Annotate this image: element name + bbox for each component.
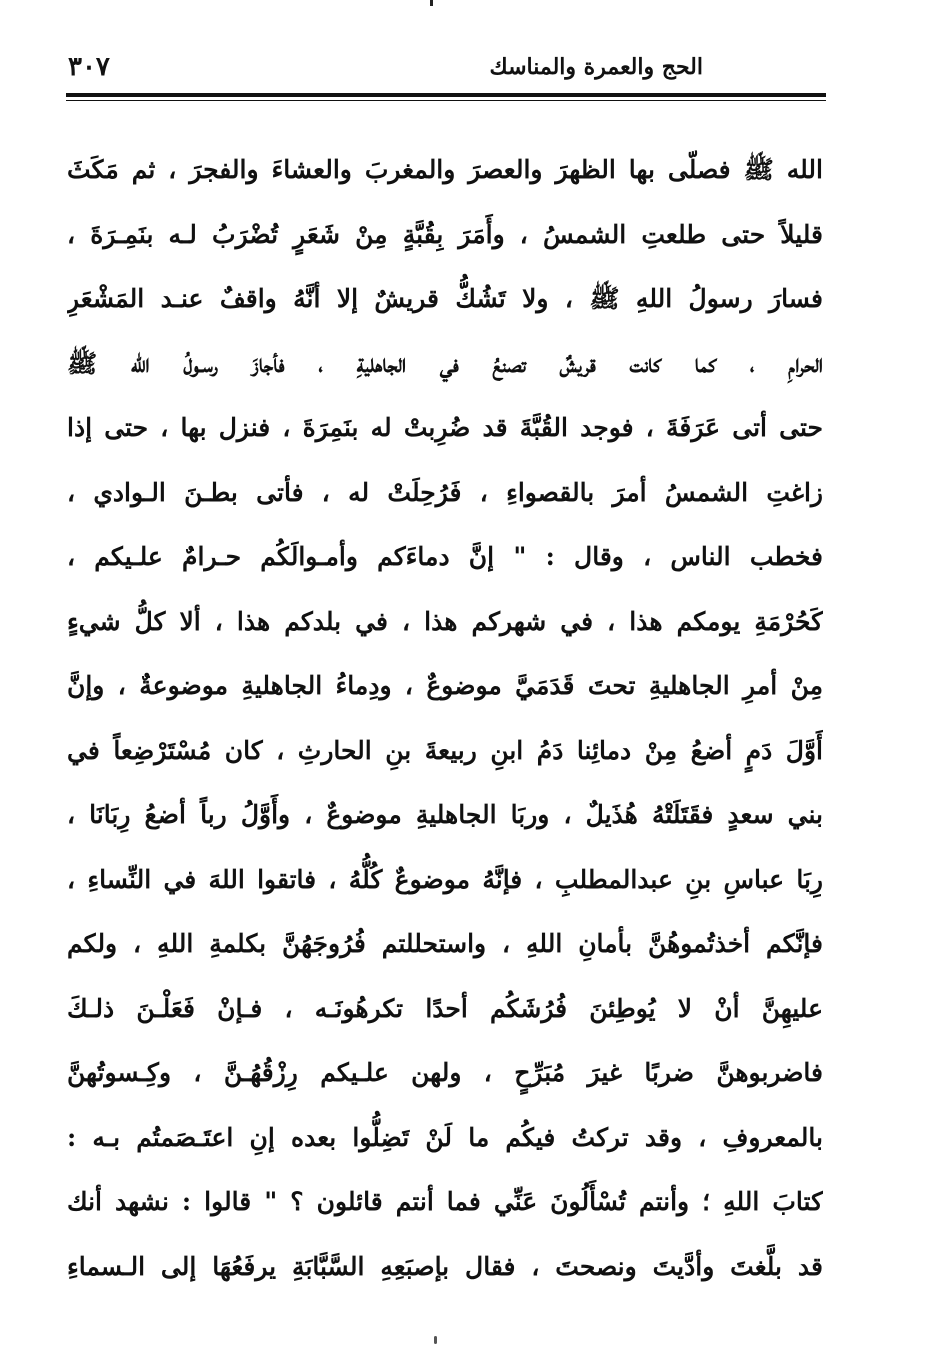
page-number: ٣٠٧: [68, 52, 110, 82]
text-line: بالمعروفِ ، وقد تركتُ فيكُم ما لَنْ تَضِلُّوا بعده إنِ اعتَـصَمتُم بـه :: [67, 1122, 823, 1152]
running-title: الحج والعمرة والمناسك: [489, 54, 703, 80]
text-line: كَحُرْمَةِ يومكم هذا ، في شهركم هذا ، في بلدكم هذا ، ألا كلُّ شيءٍ: [67, 606, 823, 636]
text-line: فاضربوهنَّ ضربًا غيرَ مُبَرِّحٍ ، ولهن علـيكم رِزْقُهُـنَّ ، وكِـسوتُهنَّ: [67, 1058, 823, 1087]
header-rule-thin: [66, 100, 826, 101]
text-line: فسارَ رسولُ اللهِ ﷺ ، ولا تَشُكُّ قريشٌ إلا أنَّهُ واقفٌ عنـد المَشْعَرِ: [67, 284, 823, 313]
text-line: بني سعدٍ فقَتَلَتْهُ هُذَيلٌ ، وربَا الجاهليةِ موضوعٌ ، وأَوَّلُ رباً أضعُ رِبَانَا ،: [67, 800, 823, 829]
text-line: الله ﷺ فصلّى بها الظهرَ والعصرَ والمغربَ والعشاءَ والفجرَ ، ثم مَكَثَ: [67, 155, 823, 184]
header-rule-thick: [66, 93, 826, 97]
page-bottom-mark: [434, 1336, 437, 1344]
body-text: [67, 138, 823, 1299]
text-line: زاغتِ الشمسُ أمرَ بالقصواءِ ، فَرُحِلَتْ له ، فأتى بطـنَ الـوادي ،: [67, 477, 823, 507]
text-line: الحرامِ ، كما كانت قريشٌ تصنعُ في الجاهليةِ ، فأجازَ رسـولُ الله ﷺ: [67, 348, 823, 378]
text-line: حتى أتى عَرَفَةَ ، فوجد القُبَّةَ قد ضُرِبتْ له بنَمِرَةَ ، فنزل بها ، حتى إذا: [67, 413, 823, 442]
text-line: فخطب الناس ، وقال : " إنَّ دماءَكم وأمـوالَكُم حـرامٌ علـيكم ،: [67, 542, 823, 571]
text-line: أَوَّلَ دَمٍ أضعُ مِنْ دمائِنا دَمُ ابنِ ربيعةَ بنِ الحارثِ ، كان مُسْتَرْضِعاً في: [67, 735, 823, 765]
text-line: قليلاً حتى طلعتِ الشمسُ ، وأَمَرَ بِقُبَّةٍ مِنْ شَعَرٍ تُضْرَبُ لـه بنَمِـرَةَ ،: [67, 219, 823, 249]
page-top-mark: [430, 0, 433, 6]
text-line: قد بلَّغتَ وأدَّيتَ ونصحتَ ، فقال بإصبَعِهِ السَّبَّابَةِ يرفَعُهَا إلى الـسماءِ: [67, 1251, 823, 1281]
text-line: مِنْ أمرِ الجاهليةِ تحتَ قَدَمَيَّ موضوعٌ ، ودِماءُ الجاهليةِ موضوعةٌ ، وإنَّ: [67, 671, 823, 700]
text-line: عليهِنَّ أنْ لا يُوطِئنَ فُرُشَكُم أحدًا تكرهُونَـه ، فـإنْ فَعَلْـنَ ذلـكَ: [67, 993, 823, 1023]
text-line: كتابَ اللهِ ؛ وأنتم تُسْأَلُونَ عَنِّي فما أنتم قائلون ؟ " قالوا : نشهد أنك: [67, 1187, 823, 1216]
text-line: رِبَا عباسِ بنِ عبدالمطلبِ ، فإنَّهُ موضوعٌ كُلُّهُ ، فاتقوا اللهَ في النِّساءِ ،: [67, 864, 823, 894]
text-line: فإنَّكم أخذتُموهُنَّ بأمانِ اللهِ ، واستحللتم فُرُوجَهُنَّ بكلمةِ اللهِ ، ولكم: [67, 929, 823, 958]
